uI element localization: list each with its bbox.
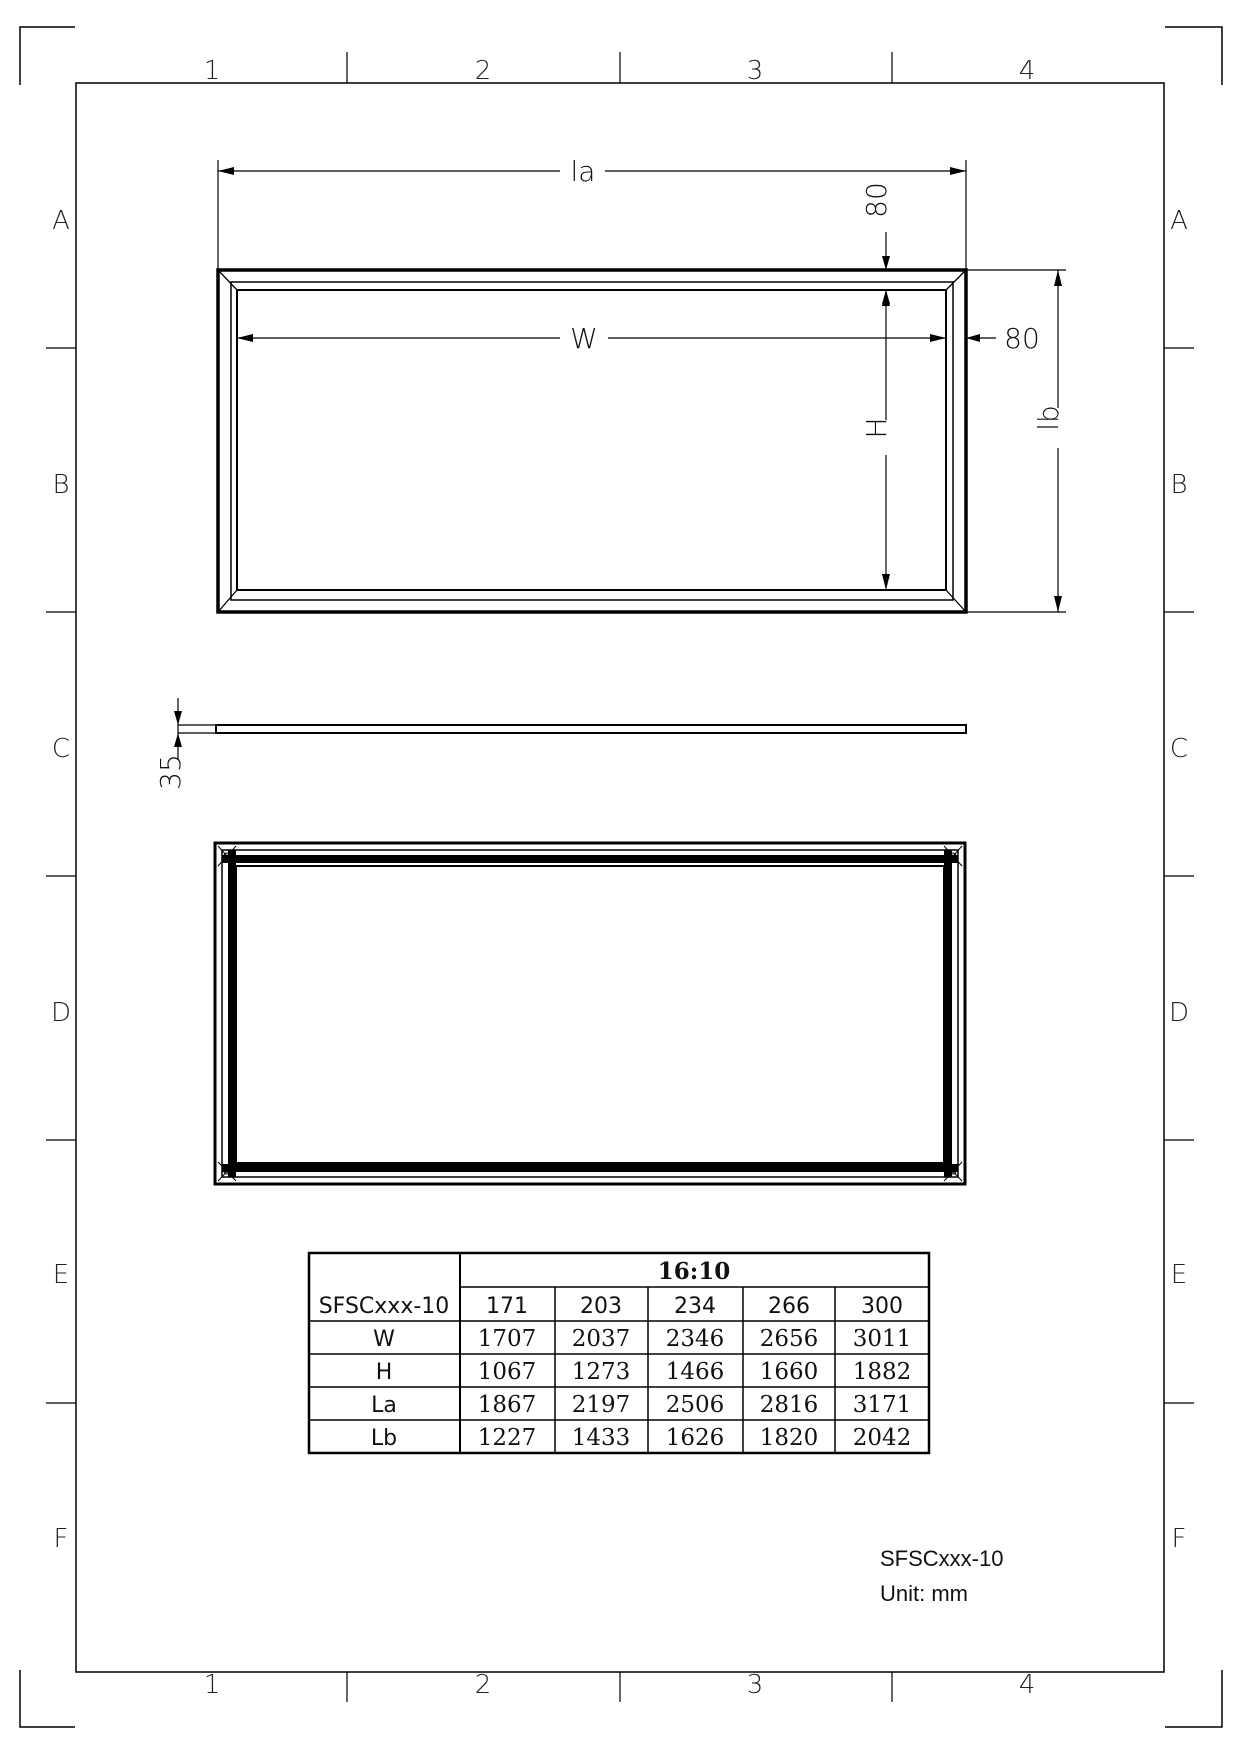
table-size-header: 300: [861, 1294, 903, 1319]
dimension-border-right: [966, 334, 996, 342]
zone-row-c-right: C: [1169, 734, 1189, 764]
table-cell: 1626: [665, 1425, 725, 1451]
table-cell: 1820: [759, 1425, 819, 1451]
zone-col-4-bottom: 4: [1018, 1670, 1036, 1700]
table-cell: 1227: [477, 1425, 537, 1451]
zone-col-3-bottom: 3: [746, 1670, 764, 1700]
back-bar-right: [944, 850, 952, 1177]
zone-col-3-top: 3: [746, 56, 764, 86]
table-cell: 2037: [571, 1326, 631, 1352]
table-cell: 1067: [477, 1359, 537, 1385]
unit-note: Unit: mm: [880, 1581, 968, 1606]
size-table: [309, 1253, 929, 1453]
table-row-label: H: [375, 1360, 393, 1385]
table-cell: 2506: [665, 1392, 725, 1418]
table-cell: 3171: [852, 1392, 912, 1418]
zone-row-f-left: F: [53, 1524, 69, 1554]
table-size-header: 203: [580, 1294, 622, 1319]
table-cell: 2042: [852, 1425, 912, 1451]
table-row: [371, 1392, 911, 1418]
table-cell: 1707: [477, 1326, 537, 1352]
table-row: [376, 1359, 912, 1385]
table-cell: 2346: [665, 1326, 725, 1352]
table-cell: 2816: [759, 1392, 819, 1418]
back-bar-left: [228, 850, 236, 1177]
back-view: [215, 843, 965, 1184]
zone-col-2-top: 2: [474, 56, 492, 86]
table-cell: 1882: [852, 1359, 912, 1385]
dimension-lb-label: lb: [1032, 405, 1065, 431]
zone-row-f-right: F: [1171, 1524, 1187, 1554]
side-view-profile: [216, 725, 966, 733]
dimension-border-top-label: 80: [860, 182, 893, 218]
dimension-w-label: W: [570, 322, 598, 355]
dimension-depth-label: 35: [154, 754, 187, 790]
zone-row-d-right: D: [1168, 998, 1190, 1028]
table-size-header: 171: [486, 1294, 528, 1319]
dimension-border-right-label: 80: [1004, 322, 1040, 355]
zone-row-b-left: B: [52, 470, 70, 500]
table-ratio-header: 16:10: [657, 1258, 731, 1285]
zone-row-e-right: E: [1170, 1260, 1188, 1290]
table-row-label: W: [373, 1327, 395, 1352]
back-opening: [236, 866, 944, 1163]
dimension-la-label: la: [570, 155, 596, 188]
table-size-header: 234: [674, 1294, 716, 1319]
dimension-h: [882, 290, 890, 590]
table-cell: 1433: [571, 1425, 631, 1451]
dimension-border-top: [882, 232, 890, 304]
table-row: [373, 1326, 911, 1352]
dimension-h-label: H: [860, 417, 893, 439]
zone-col-2-bottom: 2: [474, 1670, 492, 1700]
back-bar-bottom: [222, 1164, 958, 1172]
dimension-depth: [174, 698, 216, 760]
zone-row-a-left: A: [52, 206, 70, 236]
back-outer-edge: [215, 843, 965, 1184]
model-note: SFSCxxx-10: [880, 1546, 1004, 1571]
zone-row-c-left: C: [51, 734, 71, 764]
back-bar-top: [222, 855, 958, 863]
table-row: [371, 1425, 911, 1451]
table-cell: 3011: [852, 1326, 912, 1352]
table-row-label: Lb: [370, 1426, 398, 1451]
zone-col-1-top: 1: [203, 56, 221, 86]
table-size-headers: [486, 1294, 903, 1319]
zone-row-a-right: A: [1170, 206, 1188, 236]
zone-row-e-left: E: [52, 1260, 70, 1290]
table-cell: 2197: [571, 1392, 631, 1418]
zone-row-b-right: B: [1170, 470, 1188, 500]
table-model-header: SFSCxxx-10: [318, 1294, 450, 1319]
table-cell: 1867: [477, 1392, 537, 1418]
zone-row-d-left: D: [50, 998, 72, 1028]
back-inner-edge: [222, 850, 958, 1177]
zone-col-4-top: 4: [1018, 56, 1036, 86]
table-cell: 1466: [665, 1359, 725, 1385]
table-size-header: 266: [768, 1294, 810, 1319]
table-row-label: La: [371, 1393, 397, 1418]
table-cell: 1273: [571, 1359, 631, 1385]
table-cell: 1660: [759, 1359, 819, 1385]
zone-col-1-bottom: 1: [203, 1670, 221, 1700]
table-cell: 2656: [759, 1326, 819, 1352]
